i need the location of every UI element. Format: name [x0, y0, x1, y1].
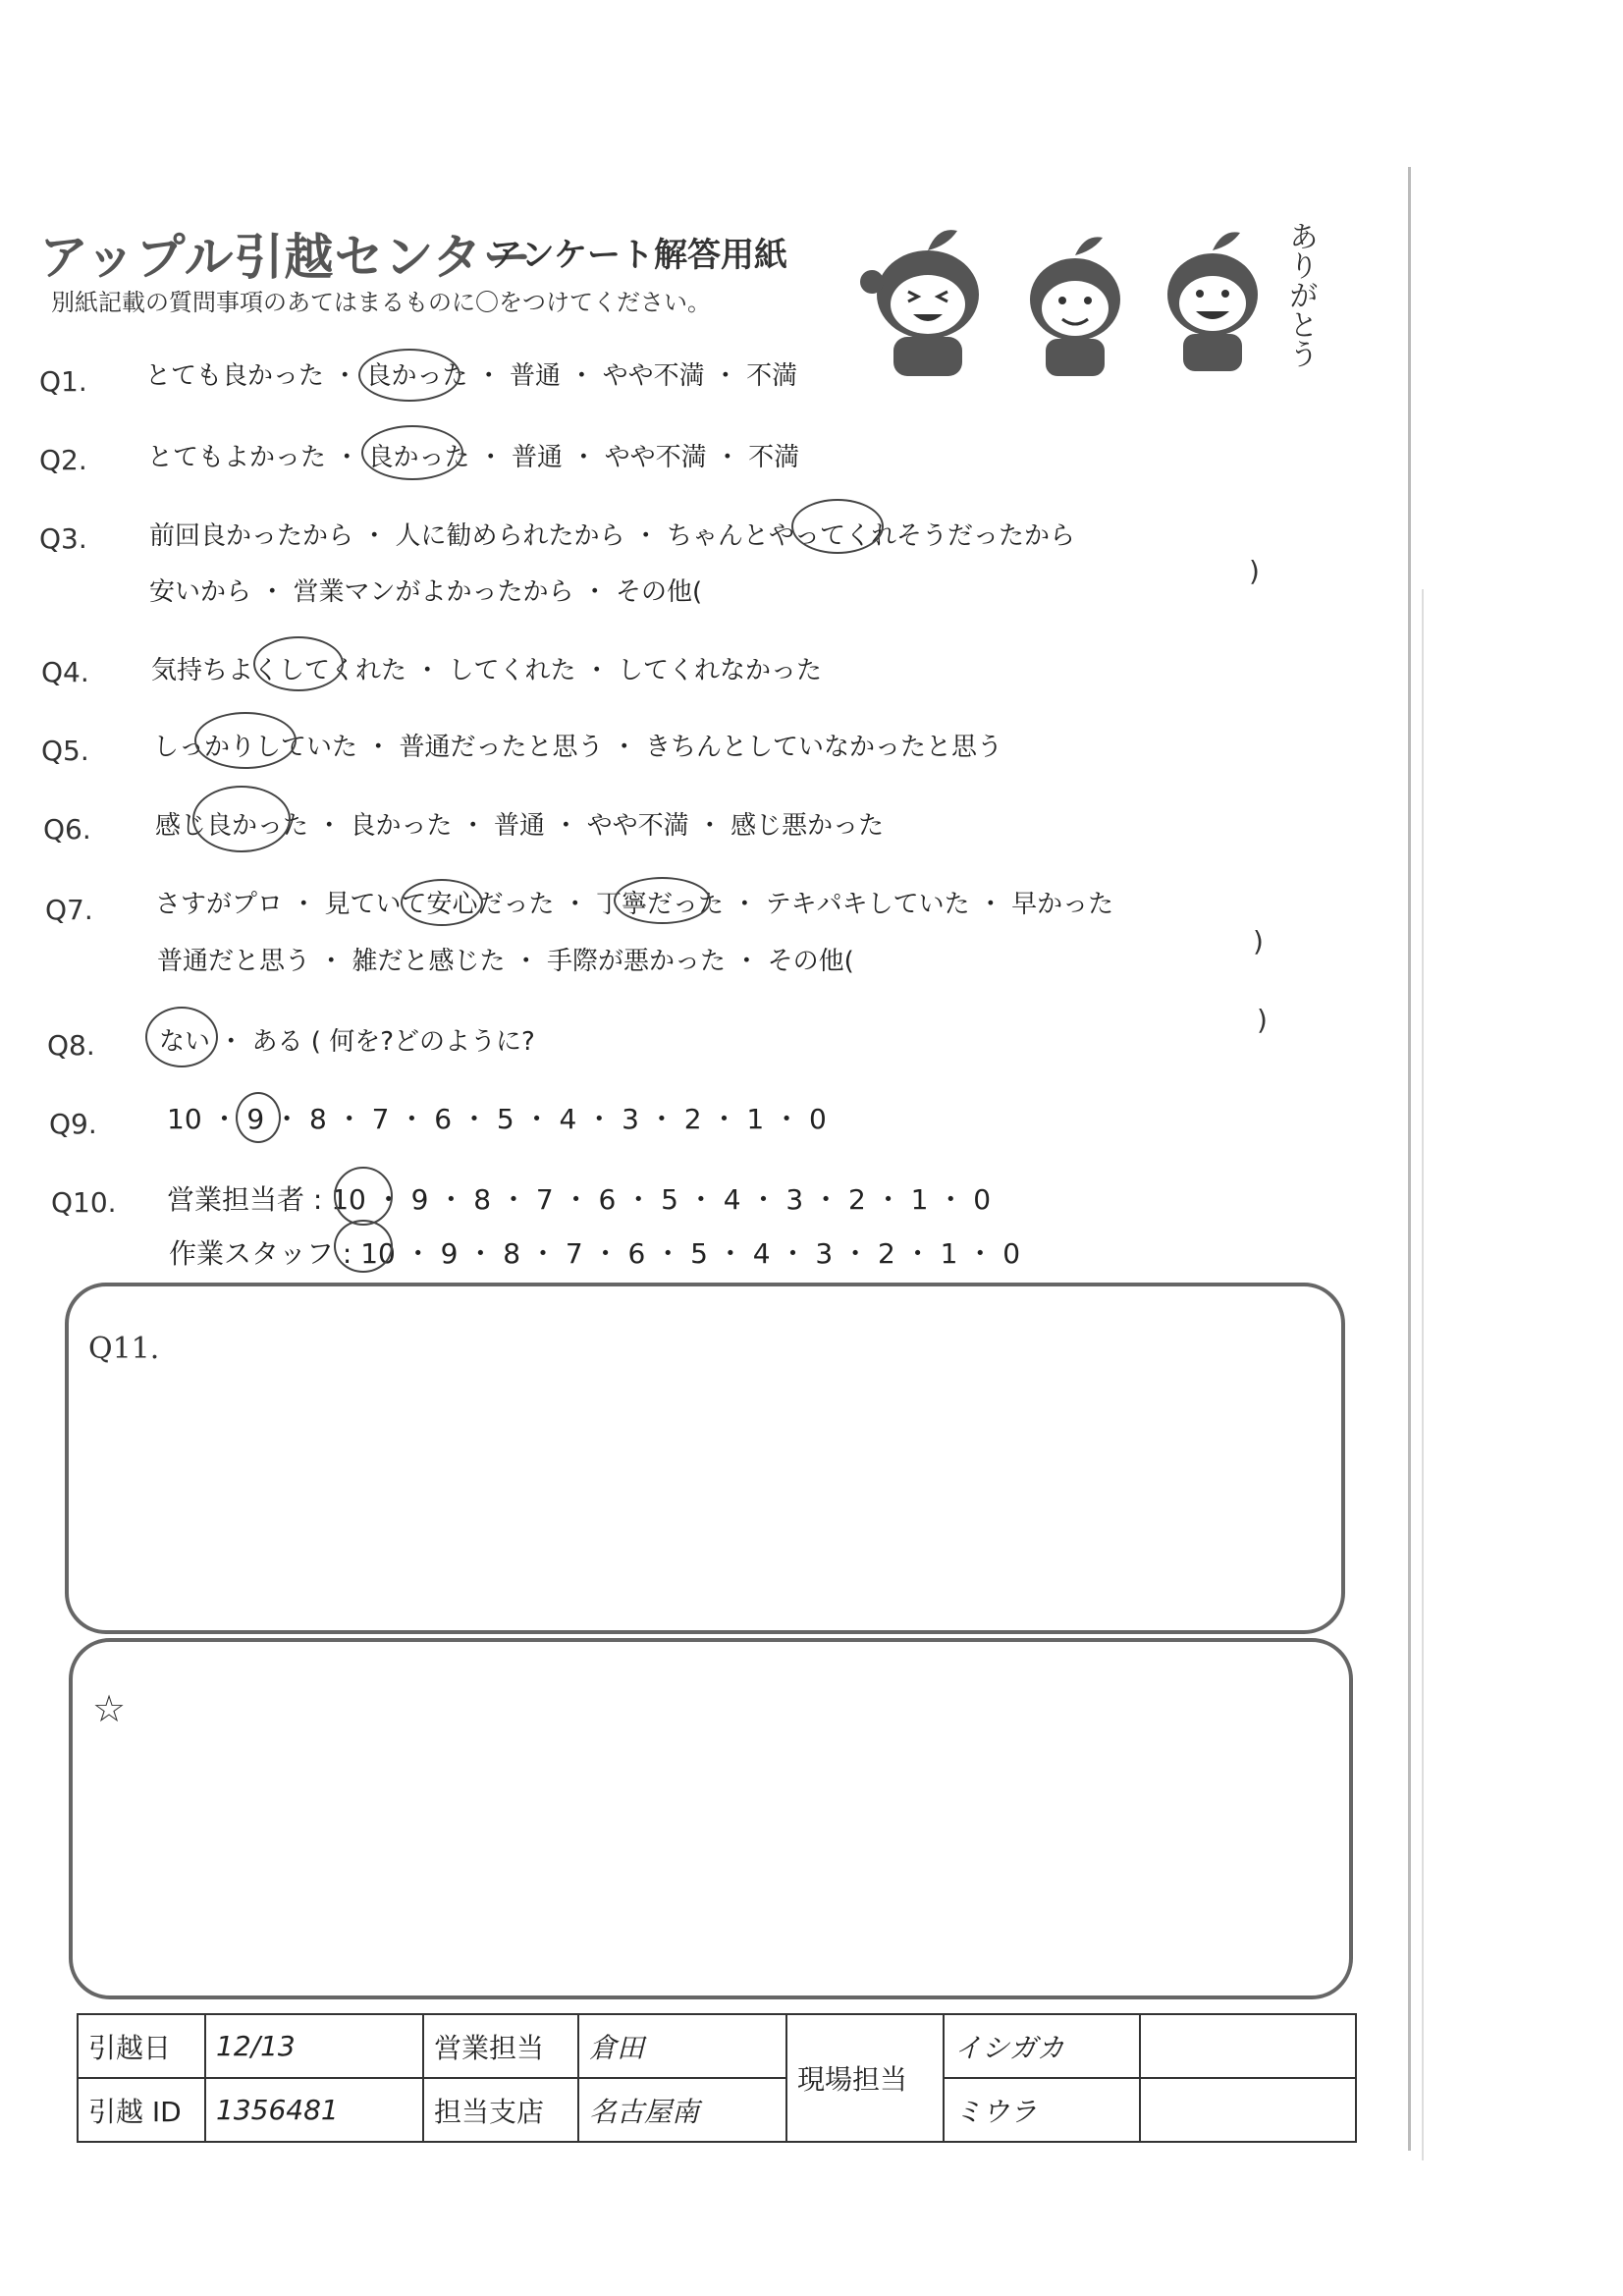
- q1-options[interactable]: とても良かった ・ 良かった ・ 普通 ・ やや不満 ・ 不満: [145, 361, 798, 391]
- q4-label: Q4.: [41, 656, 89, 688]
- q7-options-line1[interactable]: さすがプロ ・ 見ていて安心だった ・ 丁寧だった ・ テキパキしていた ・ 早かった: [155, 890, 1114, 919]
- q5-options[interactable]: しっかりしていた ・ 普通だったと思う ・ きちんとしていなかったと思う: [153, 733, 1003, 762]
- answer-circle-mark: [334, 1220, 393, 1273]
- q10-label: Q10.: [51, 1186, 117, 1219]
- q7-options-line2[interactable]: 普通だと思う ・ 雑だと感じた ・ 手際が悪かった ・ その他(: [157, 947, 854, 976]
- footer-empty-cell: [1140, 2078, 1356, 2142]
- answer-circle-mark: [361, 425, 463, 480]
- answer-circle-mark: [334, 1167, 393, 1226]
- answer-circle-mark: [236, 1092, 281, 1143]
- answer-circle-mark: [145, 1007, 218, 1067]
- answer-circle-mark: [401, 879, 483, 926]
- q3-label: Q3.: [39, 522, 87, 555]
- page-edge-line: [1422, 589, 1424, 2160]
- q3-options-line2[interactable]: 安いから ・ 営業マンがよかったから ・ その他(: [149, 577, 703, 607]
- answer-circle-mark: [253, 636, 344, 691]
- q6-options[interactable]: 感じ良かった ・ 良かった ・ 普通 ・ やや不満 ・ 感じ悪かった: [155, 811, 885, 841]
- q2-options[interactable]: とてもよかった ・ 良かった ・ 普通 ・ やや不満 ・ 不満: [147, 443, 800, 472]
- move-id-label: 引越 ID: [78, 2078, 205, 2142]
- q7-label: Q7.: [45, 894, 93, 926]
- sales-value: 倉田: [578, 2014, 786, 2078]
- q7-close-paren: ): [1253, 925, 1264, 957]
- answer-circle-mark: [614, 877, 711, 924]
- q9-label: Q9.: [49, 1108, 97, 1140]
- q3-options-line1[interactable]: 前回良かったから ・ 人に勧められたから ・ ちゃんとやってくれそうだったから: [149, 521, 1076, 551]
- q11-label: Q11.: [88, 1332, 160, 1366]
- company-title: アップル引越センター: [39, 229, 533, 286]
- q2-label: Q2.: [39, 444, 87, 476]
- branch-value: 名古屋南: [578, 2078, 786, 2142]
- q4-options[interactable]: 気持ちよくしてくれた ・ してくれた ・ してくれなかった: [151, 656, 823, 685]
- q6-label: Q6.: [43, 813, 91, 846]
- move-date-value: 12/13: [205, 2014, 423, 2078]
- q3-close-paren: ): [1249, 555, 1260, 587]
- page-edge-line: [1408, 167, 1411, 2151]
- thanks-text: ありがとう: [1283, 221, 1318, 368]
- q8-close-paren: ): [1257, 1004, 1268, 1036]
- q10-sales-score[interactable]: 営業担当者 : 10 ・ 9 ・ 8 ・ 7 ・ 6 ・ 5 ・ 4 ・ 3 ・ 2 ・ 1 ・ 0: [167, 1183, 992, 1216]
- mascot-monkey-icon: [1149, 221, 1276, 378]
- branch-label: 担当支店: [423, 2078, 578, 2142]
- q11-comment-box[interactable]: [65, 1283, 1345, 1634]
- q8-options[interactable]: ない ・ ある ( 何を?どのように?: [159, 1027, 535, 1057]
- form-subtitle: アンケート解答用紙: [489, 236, 787, 275]
- q10-staff-score[interactable]: 作業スタッフ : 10 ・ 9 ・ 8 ・ 7 ・ 6 ・ 5 ・ 4 ・ 3 ・ 2 ・ 1 ・ 0: [169, 1237, 1021, 1270]
- star-icon: ☆: [92, 1687, 127, 1730]
- move-id-value: 1356481: [205, 2078, 423, 2142]
- answer-circle-mark: [791, 499, 884, 554]
- q1-label: Q1.: [39, 365, 87, 398]
- mascot-monkey-icon: [854, 221, 1001, 383]
- answer-circle-mark: [192, 786, 291, 852]
- answer-circle-mark: [194, 712, 297, 769]
- q9-score-options[interactable]: 10 ・ 9 ・ 8 ・ 7 ・ 6 ・ 5 ・ 4 ・ 3 ・ 2 ・ 1 ・ 0: [167, 1103, 827, 1135]
- instruction-text: 別紙記載の質問事項のあてはまるものに〇をつけてください。: [51, 289, 711, 316]
- footer-info-table: [77, 2013, 1357, 2143]
- q8-label: Q8.: [47, 1029, 95, 1062]
- sales-label: 営業担当: [423, 2014, 578, 2078]
- site-label: 現場担当: [786, 2014, 944, 2142]
- mascot-monkey-icon: [1011, 226, 1139, 383]
- site-value-1: イシガカ: [944, 2014, 1140, 2078]
- site-value-2: ミウラ: [944, 2078, 1140, 2142]
- footer-empty-cell: [1140, 2014, 1356, 2078]
- q5-label: Q5.: [41, 735, 89, 767]
- answer-circle-mark: [358, 349, 460, 402]
- star-comment-box[interactable]: [69, 1638, 1353, 1999]
- move-date-label: 引越日: [78, 2014, 205, 2078]
